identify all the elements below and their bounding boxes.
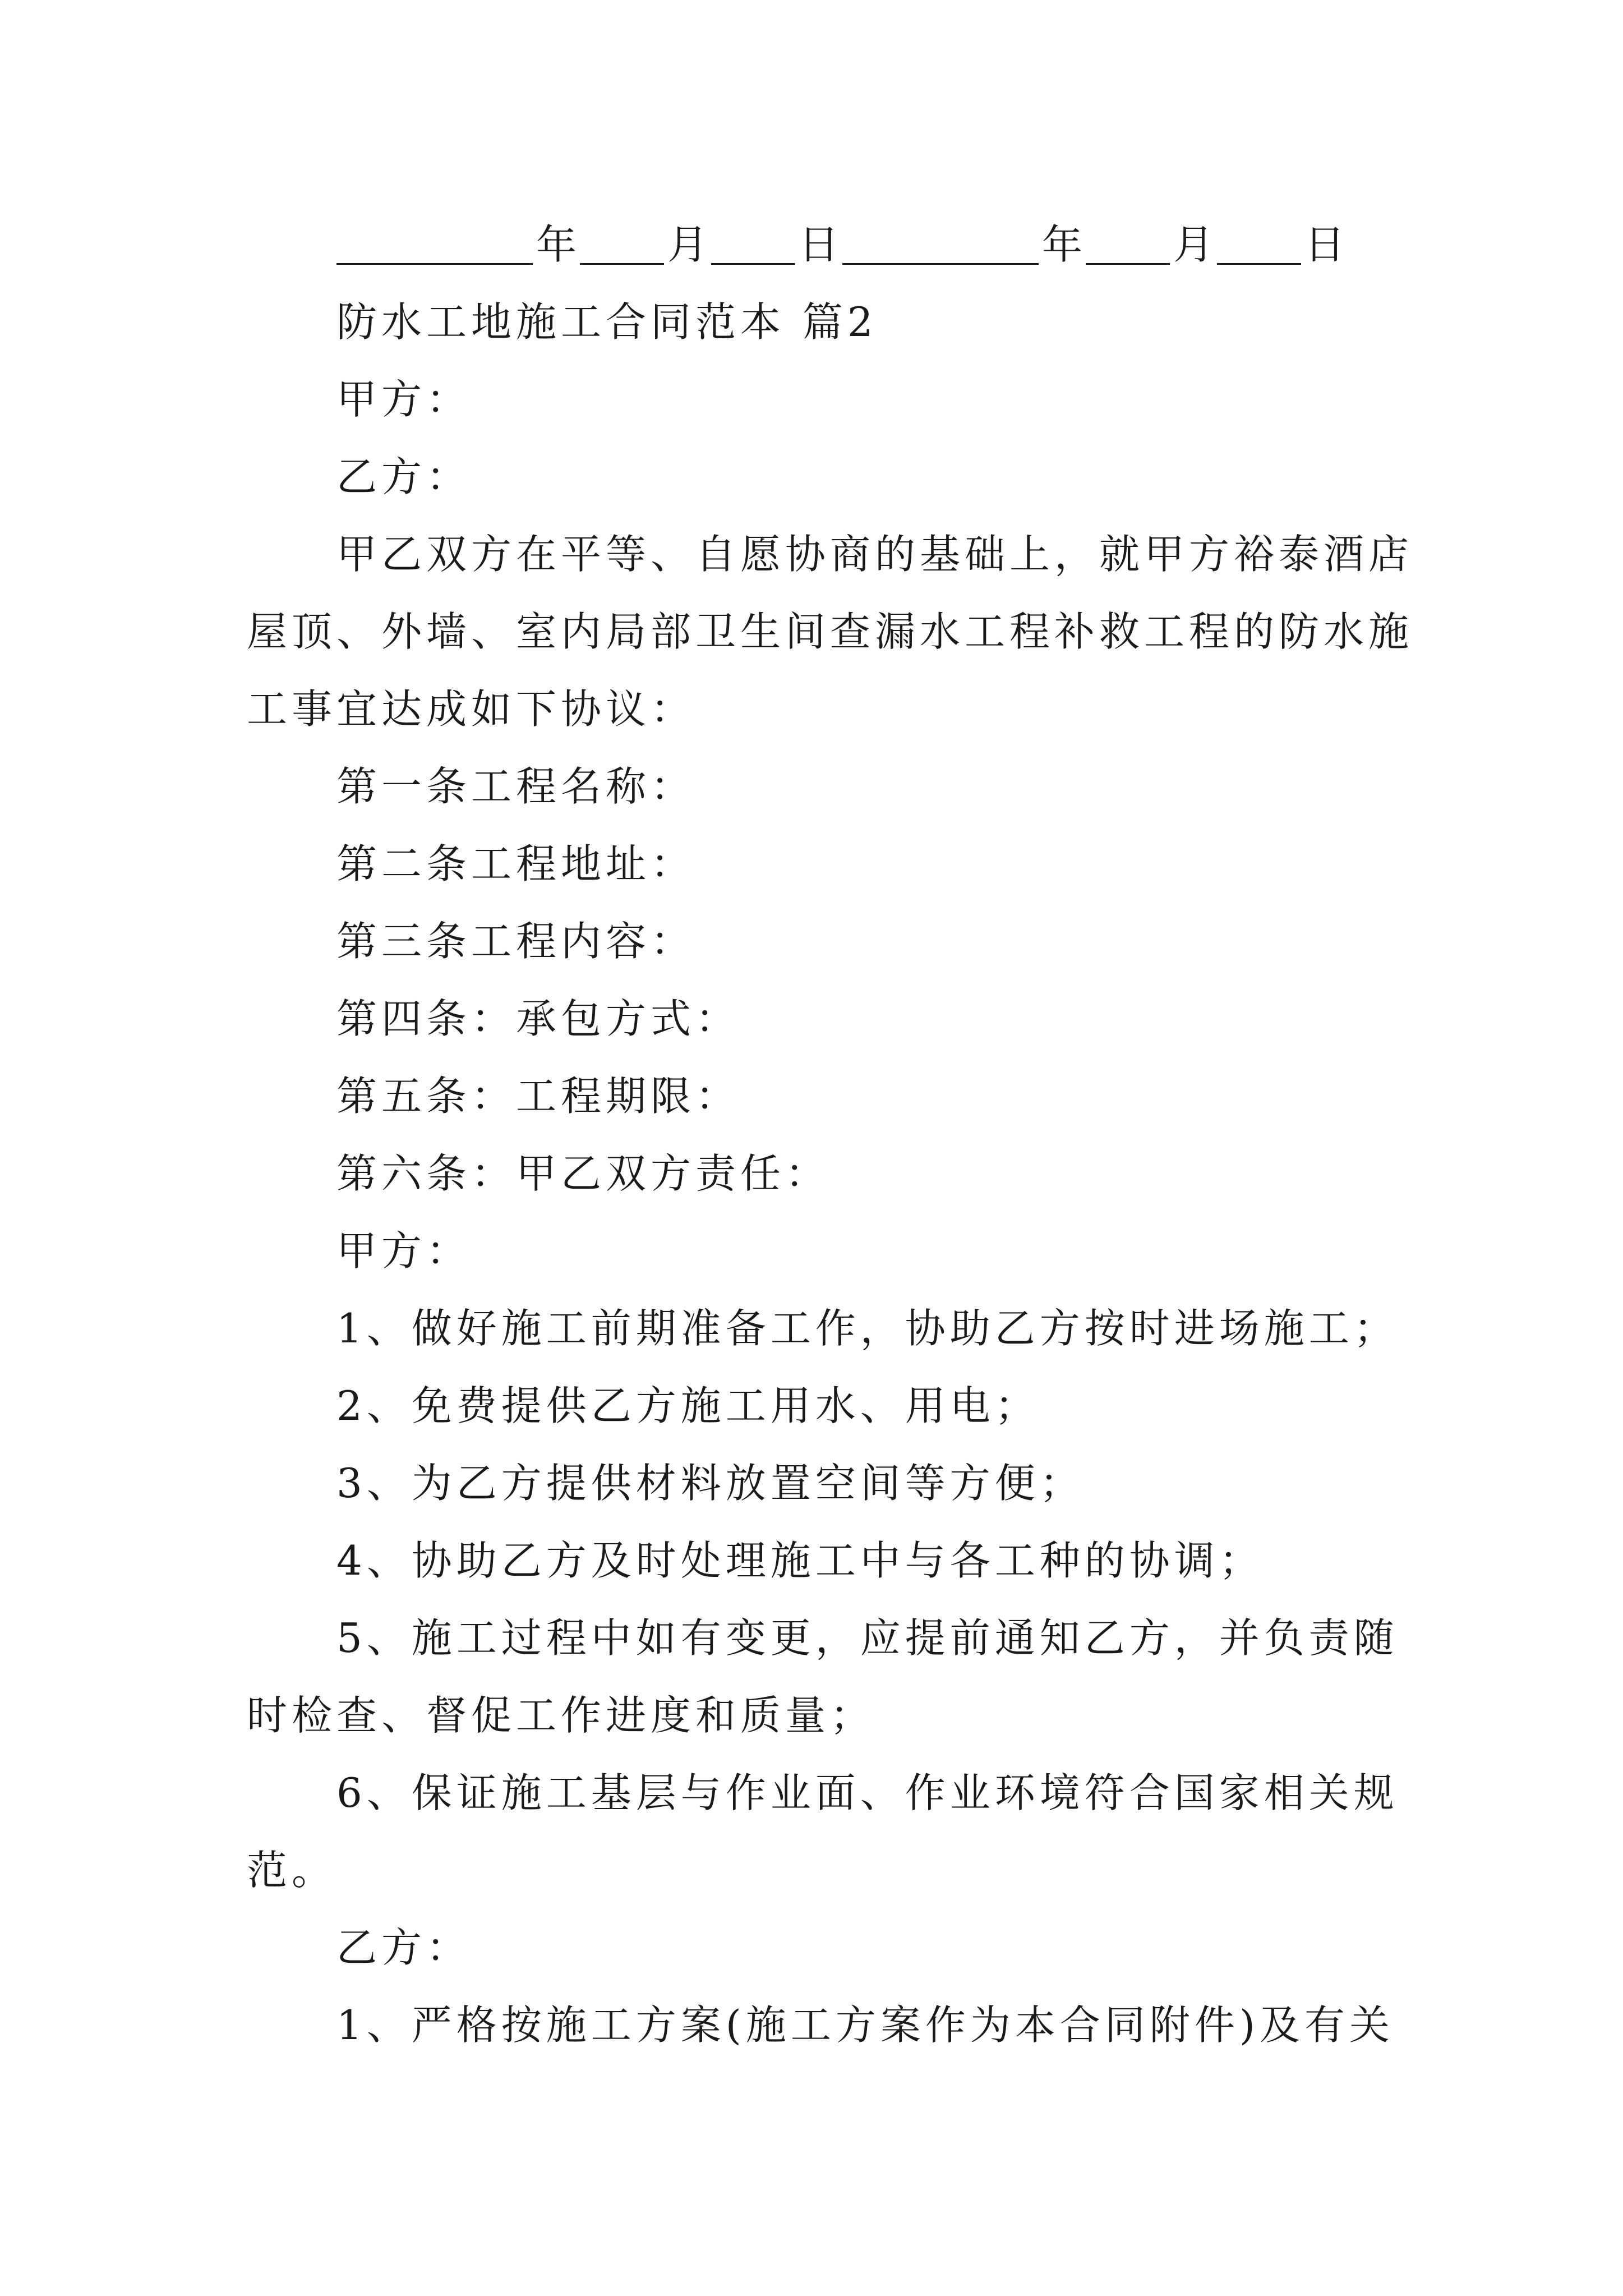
signature-date-line [336, 218, 1348, 272]
party-b-duty-1-line-1: 1、严格按施工方案(施工方案作为本合同附件)及有关 [336, 2001, 1394, 2049]
day-label-1: 日 [799, 221, 840, 268]
year-blank-1 [336, 220, 533, 265]
day-label-2: 日 [1304, 221, 1345, 268]
year-label-1: 年 [536, 221, 577, 268]
article-2: 第二条工程地址： [336, 840, 696, 887]
article-4: 第四条：承包方式： [336, 995, 741, 1042]
month-blank-2 [1086, 220, 1170, 265]
party-b-duties-heading: 乙方： [336, 1924, 472, 1971]
party-a-duty-2: 2、免费提供乙方施工用水、用电； [336, 1382, 1040, 1429]
party-a-duty-4: 4、协助乙方及时处理施工中与各工种的协调； [336, 1537, 1264, 1584]
document-title: 防水工地施工合同范本 篇2 [336, 298, 878, 346]
year-blank-2 [842, 220, 1039, 265]
month-blank-1 [580, 220, 664, 265]
party-a-duty-5-line-2: 时检查、督促工作进度和质量； [247, 1692, 875, 1739]
article-1: 第一条工程名称： [336, 763, 696, 810]
article-5: 第五条：工程期限： [336, 1073, 741, 1120]
party-a-duty-6-line-2: 范。 [247, 1847, 337, 1894]
party-a-duty-3: 3、为乙方提供材料放置空间等方便； [336, 1460, 1085, 1507]
year-label-2: 年 [1042, 221, 1083, 268]
intro-line-1: 甲乙双方在平等、自愿协商的基础上，就甲方裕泰酒店 [336, 531, 1414, 578]
intro-line-2: 屋顶、外墙、室内局部卫生间查漏水工程补救工程的防水施 [247, 608, 1414, 655]
day-blank-1 [711, 220, 795, 265]
article-6: 第六条：甲乙双方责任： [336, 1150, 831, 1197]
party-a-duty-1: 1、做好施工前期准备工作，协助乙方按时进场施工； [336, 1305, 1399, 1352]
intro-line-3: 工事宜达成如下协议： [247, 685, 696, 733]
article-3: 第三条工程内容： [336, 918, 696, 965]
day-blank-2 [1217, 220, 1301, 265]
month-label-2: 月 [1173, 221, 1214, 268]
party-a-duty-5-line-1: 5、施工过程中如有变更，应提前通知乙方，并负责随 [336, 1614, 1399, 1662]
party-a-duties-heading: 甲方： [336, 1227, 472, 1274]
month-label-1: 月 [667, 221, 708, 268]
party-b-label: 乙方： [336, 453, 472, 500]
party-a-label: 甲方： [336, 376, 472, 423]
party-a-duty-6-line-1: 6、保证施工基层与作业面、作业环境符合国家相关规 [336, 1769, 1399, 1816]
